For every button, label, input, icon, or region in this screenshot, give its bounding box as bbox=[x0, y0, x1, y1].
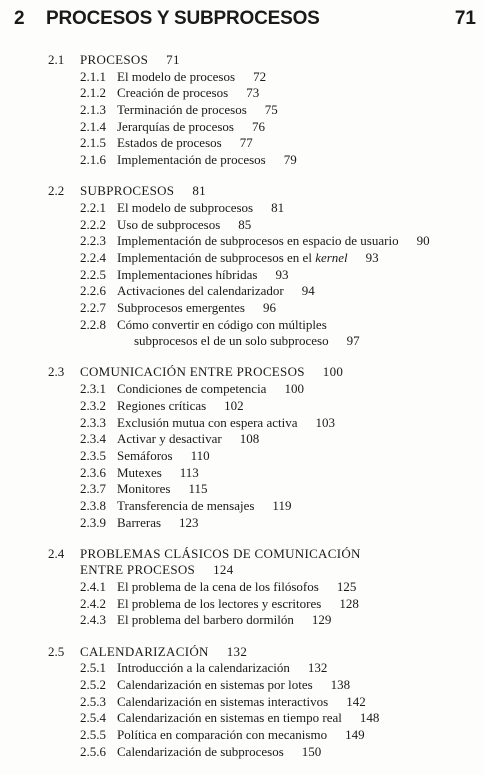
subsection-number: 2.3.9 bbox=[80, 514, 106, 530]
subsection-title: Calendarización de subprocesos 150 bbox=[117, 743, 322, 759]
subsection-number: 2.4.3 bbox=[80, 612, 106, 628]
subsection-entry bbox=[0, 677, 484, 694]
table-of-contents bbox=[0, 52, 484, 775]
subsection-number: 2.2.7 bbox=[80, 300, 106, 316]
subsection-entry bbox=[0, 612, 484, 629]
subsection-title: Uso de subprocesos 85 bbox=[117, 216, 252, 232]
subsection-title: El problema de la cena de los filósofos 125 bbox=[117, 579, 357, 595]
subsection-entry bbox=[0, 465, 484, 482]
subsection-number: 2.2.4 bbox=[80, 249, 106, 265]
section-number: 2.4 bbox=[48, 545, 65, 561]
subsection-page: 123 bbox=[179, 514, 199, 530]
toc-section bbox=[0, 364, 484, 531]
subsection-entry bbox=[0, 200, 484, 217]
subsection-entry bbox=[0, 498, 484, 515]
subsection-number: 2.3.6 bbox=[80, 464, 106, 480]
subsection-page: 96 bbox=[262, 300, 276, 316]
subsection-number: 2.1.4 bbox=[80, 118, 106, 134]
subsection-title: Implementación de procesos 79 bbox=[117, 152, 297, 168]
subsection-entry bbox=[0, 727, 484, 744]
subsection-number: 2.3.2 bbox=[80, 397, 106, 413]
subsection-page: 100 bbox=[284, 381, 304, 397]
section-title: CALENDARIZACIÓN 132 bbox=[80, 643, 248, 659]
subsection-number: 2.1.3 bbox=[80, 102, 106, 118]
subsection-page: 103 bbox=[315, 414, 335, 430]
subsection-page: 90 bbox=[416, 233, 430, 249]
section-number: 2.3 bbox=[48, 364, 65, 380]
section-title: PROCESOS 71 bbox=[80, 52, 180, 67]
subsection-title: Terminación de procesos 75 bbox=[117, 102, 278, 118]
chapter-number: 2 bbox=[14, 8, 25, 29]
subsection-page: 94 bbox=[301, 283, 315, 299]
section-page: 71 bbox=[166, 52, 180, 67]
subsection-page: 97 bbox=[346, 333, 360, 349]
subsection-title: Creación de procesos 73 bbox=[117, 85, 260, 101]
chapter-header bbox=[14, 4, 476, 36]
subsection-number: 2.5.3 bbox=[80, 693, 106, 709]
subsection-number: 2.5.5 bbox=[80, 727, 106, 742]
subsection-title: Calendarización en sistemas en tiempo real 148 bbox=[117, 710, 380, 726]
toc-section bbox=[0, 183, 484, 350]
subsection-number: 2.3.3 bbox=[80, 414, 106, 430]
subsection-number: 2.5.1 bbox=[80, 660, 106, 676]
subsection-page: 138 bbox=[330, 676, 351, 692]
subsection-title: Mutexes 113 bbox=[117, 464, 199, 480]
subsection-page: 73 bbox=[246, 85, 260, 101]
subsection-number: 2.3.7 bbox=[80, 481, 106, 497]
subsection-page: 72 bbox=[253, 68, 267, 84]
subsection-number: 2.2.2 bbox=[80, 216, 106, 232]
subsection-number: 2.3.8 bbox=[80, 497, 106, 513]
section-page: 100 bbox=[322, 364, 344, 380]
subsection-page: 125 bbox=[336, 579, 357, 595]
subsection-number: 2.1.6 bbox=[80, 152, 106, 168]
subsection-entry bbox=[0, 596, 484, 613]
subsection-page: 102 bbox=[224, 397, 244, 413]
subsection-page: 77 bbox=[239, 135, 253, 151]
subsection-page: 76 bbox=[251, 118, 265, 134]
subsection-title: Barreras 123 bbox=[117, 514, 199, 530]
subsection-title-cont: subprocesos el de un solo subproceso 97 bbox=[134, 333, 360, 349]
subsection-title: Activaciones del calendarizador 94 bbox=[117, 283, 315, 299]
header-page-number: 71 bbox=[454, 8, 476, 29]
toc-section bbox=[0, 546, 484, 629]
subsection-entry bbox=[0, 217, 484, 234]
subsection-entry bbox=[0, 579, 484, 596]
subsection-title: El problema de los lectores y escritores 128 bbox=[117, 595, 359, 611]
subsection-title: Activar y desactivar 108 bbox=[117, 431, 260, 447]
subsection-number: 2.1.1 bbox=[80, 68, 106, 84]
subsection-page: 115 bbox=[188, 481, 208, 497]
subsection-entry bbox=[0, 135, 484, 152]
subsection-title: Monitores 115 bbox=[117, 481, 208, 497]
subsection-page: 93 bbox=[365, 249, 379, 265]
section-page: 132 bbox=[226, 643, 248, 659]
subsection-entry bbox=[0, 660, 484, 677]
section-heading bbox=[0, 364, 484, 381]
subsection-number: 2.3.4 bbox=[80, 431, 106, 447]
subsection-entry bbox=[0, 283, 484, 300]
subsection-title: Calendarización en sistemas por lotes 138 bbox=[117, 676, 351, 692]
subsection-page: 79 bbox=[283, 152, 297, 168]
section-title: SUBPROCESOS 81 bbox=[80, 183, 206, 199]
subsection-title: Implementación de subprocesos en el kernel 93 bbox=[117, 249, 379, 265]
subsection-entry bbox=[0, 267, 484, 284]
subsection-entry bbox=[0, 398, 484, 415]
subsection-page: 85 bbox=[238, 216, 252, 232]
subsection-page: 128 bbox=[339, 595, 359, 611]
subsection-page: 132 bbox=[307, 660, 328, 676]
toc-section bbox=[0, 52, 484, 169]
section-title: COMUNICACIÓN ENTRE PROCESOS 100 bbox=[80, 364, 344, 380]
subsection-page: 148 bbox=[359, 710, 380, 726]
section-number: 2.1 bbox=[48, 52, 65, 67]
subsection-title: Subprocesos emergentes 96 bbox=[117, 300, 276, 316]
subsection-title-italic: kernel bbox=[315, 249, 348, 265]
subsection-number: 2.2.5 bbox=[80, 266, 106, 282]
subsection-entry bbox=[0, 381, 484, 398]
subsection-title: Jerarquías de procesos 76 bbox=[117, 118, 265, 134]
subsection-page: 119 bbox=[272, 497, 292, 513]
subsection-title: Exclusión mutua con espera activa 103 bbox=[117, 414, 335, 430]
subsection-number: 2.1.2 bbox=[80, 85, 106, 101]
subsection-entry bbox=[0, 233, 484, 250]
subsection-title: Cómo convertir en código con múltiples bbox=[117, 316, 327, 332]
subsection-entry bbox=[0, 448, 484, 465]
subsection-title: Introducción a la calendarización 132 bbox=[117, 660, 328, 676]
section-heading bbox=[0, 52, 484, 69]
subsection-entry bbox=[0, 102, 484, 119]
subsection-entry bbox=[0, 710, 484, 727]
subsection-number: 2.2.1 bbox=[80, 199, 106, 215]
subsection-number: 2.1.5 bbox=[80, 135, 106, 151]
section-heading-cont bbox=[0, 562, 484, 579]
subsection-entry-cont bbox=[0, 333, 484, 350]
subsection-title: Implementaciones híbridas 93 bbox=[117, 266, 289, 282]
section-page: 124 bbox=[213, 562, 234, 578]
subsection-page: 75 bbox=[264, 102, 278, 118]
section-number: 2.5 bbox=[48, 643, 65, 659]
subsection-title: Transferencia de mensajes 119 bbox=[117, 497, 292, 513]
subsection-number: 2.3.5 bbox=[80, 447, 106, 463]
subsection-title: El problema del barbero dormilón 129 bbox=[117, 612, 332, 628]
subsection-number: 2.2.3 bbox=[80, 233, 106, 249]
subsection-page: 110 bbox=[190, 447, 210, 463]
subsection-title: El modelo de subprocesos 81 bbox=[117, 199, 285, 215]
subsection-entry bbox=[0, 431, 484, 448]
subsection-number: 2.2.8 bbox=[80, 316, 106, 332]
subsection-number: 2.3.1 bbox=[80, 381, 106, 397]
toc-section bbox=[0, 644, 484, 761]
subsection-number: 2.5.4 bbox=[80, 710, 106, 726]
subsection-number: 2.5.6 bbox=[80, 743, 106, 759]
subsection-entry bbox=[0, 152, 484, 169]
subsection-entry bbox=[0, 694, 484, 711]
subsection-entry bbox=[0, 119, 484, 136]
subsection-entry bbox=[0, 85, 484, 102]
section-heading bbox=[0, 183, 484, 200]
subsection-title: Estados de procesos 77 bbox=[117, 135, 253, 151]
chapter-title: PROCESOS Y SUBPROCESOS bbox=[46, 8, 320, 29]
section-title: PROBLEMAS CLÁSICOS DE COMUNICACIÓN bbox=[80, 545, 361, 561]
subsection-title: Calendarización en sistemas interactivos 142 bbox=[117, 693, 366, 709]
subsection-title: Semáforos 110 bbox=[117, 447, 210, 463]
subsection-entry bbox=[0, 515, 484, 532]
subsection-entry bbox=[0, 300, 484, 317]
section-heading bbox=[0, 644, 484, 661]
section-heading bbox=[0, 546, 484, 563]
subsection-entry bbox=[0, 481, 484, 498]
subsection-page: 150 bbox=[301, 743, 322, 759]
subsection-page: 149 bbox=[345, 727, 365, 742]
subsection-title: Regiones críticas 102 bbox=[117, 397, 244, 413]
subsection-title: Implementación de subprocesos en espacio de usuario 90 bbox=[117, 233, 430, 249]
section-title-cont: ENTRE PROCESOS 124 bbox=[80, 562, 234, 578]
subsection-page: 93 bbox=[275, 266, 289, 282]
subsection-number: 2.4.2 bbox=[80, 595, 106, 611]
subsection-page: 81 bbox=[271, 199, 285, 215]
subsection-page: 142 bbox=[346, 693, 366, 709]
subsection-entry bbox=[0, 317, 484, 334]
section-page: 81 bbox=[192, 183, 206, 199]
subsection-number: 2.5.2 bbox=[80, 676, 106, 692]
subsection-page: 108 bbox=[239, 431, 260, 447]
subsection-entry bbox=[0, 744, 484, 761]
subsection-title: Condiciones de competencia 100 bbox=[117, 381, 304, 397]
subsection-title: Política en comparación con mecanismo 149 bbox=[117, 727, 365, 742]
subsection-page: 113 bbox=[179, 464, 199, 480]
subsection-number: 2.2.6 bbox=[80, 283, 106, 299]
section-number: 2.2 bbox=[48, 183, 65, 199]
subsection-entry bbox=[0, 69, 484, 86]
subsection-page: 129 bbox=[311, 612, 332, 628]
subsection-entry bbox=[0, 415, 484, 432]
subsection-number: 2.4.1 bbox=[80, 579, 106, 595]
subsection-entry bbox=[0, 250, 484, 267]
subsection-title: El modelo de procesos 72 bbox=[117, 68, 267, 84]
